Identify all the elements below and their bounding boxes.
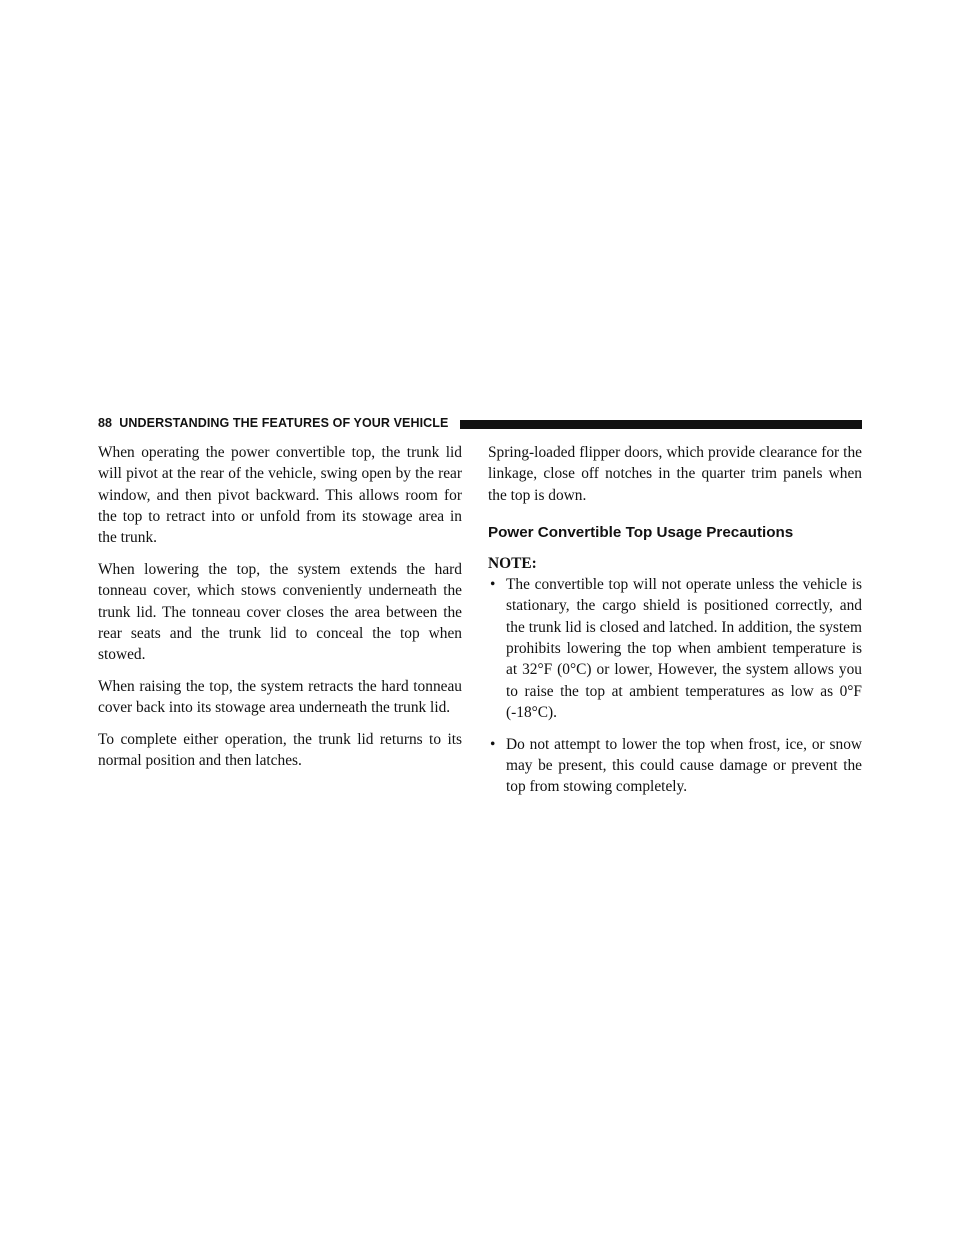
paragraph: To complete either operation, the trunk lid returns to its normal position and then latches. xyxy=(98,731,462,770)
paragraph: When raising the top, the system retracts the hard tonneau cover back into its stowage area underneath the trunk lid. xyxy=(98,677,462,717)
bullet-mark: • xyxy=(490,735,496,753)
list-item xyxy=(488,734,862,798)
left-column xyxy=(98,442,462,782)
page-number: 88 xyxy=(98,416,113,430)
header-text xyxy=(98,416,448,430)
list-item-text: The convertible top will not operate unless the vehicle is stationary, the cargo shield is positioned correctly, and the trunk lid is closed and latched. In addition, the system prohibits lowering the top when ambient temperature is at 32°F (0°C) or lower, However, the system allows you to raise the top at ambient temperatures as low as 0°F (-18°C). xyxy=(506,576,862,721)
note-label: NOTE: xyxy=(488,554,537,572)
intro-paragraph: Spring-loaded flipper doors, which provide clearance for the linkage, close off notches in the quarter trim panels when the top is down. xyxy=(488,444,862,504)
page-header xyxy=(98,415,862,433)
right-column xyxy=(488,442,862,808)
header-rule xyxy=(460,420,862,429)
paragraph: When operating the power convertible top, the trunk lid will pivot at the rear of the vehicle, swing open by the rear window, and then pivot backward. This allows room for the top to retract into or unfold from its stowage area in the trunk. xyxy=(98,444,462,547)
bullet-mark: • xyxy=(490,576,496,594)
header-title: UNDERSTANDING THE FEATURES OF YOUR VEHICLE xyxy=(119,416,449,430)
section-heading: Power Convertible Top Usage Precautions xyxy=(488,523,794,541)
list-item-text: Do not attempt to lower the top when frost, ice, or snow may be present, this could cause damage or prevent the top from stowing completely. xyxy=(506,735,862,796)
paragraph: When lowering the top, the system extends the hard tonneau cover, which stows conveniently underneath the trunk lid. The tonneau cover closes the area between the rear seats and the trunk lid to conceal the top when stowed. xyxy=(98,560,462,664)
list-item xyxy=(488,574,862,723)
bullet-list xyxy=(488,574,862,797)
